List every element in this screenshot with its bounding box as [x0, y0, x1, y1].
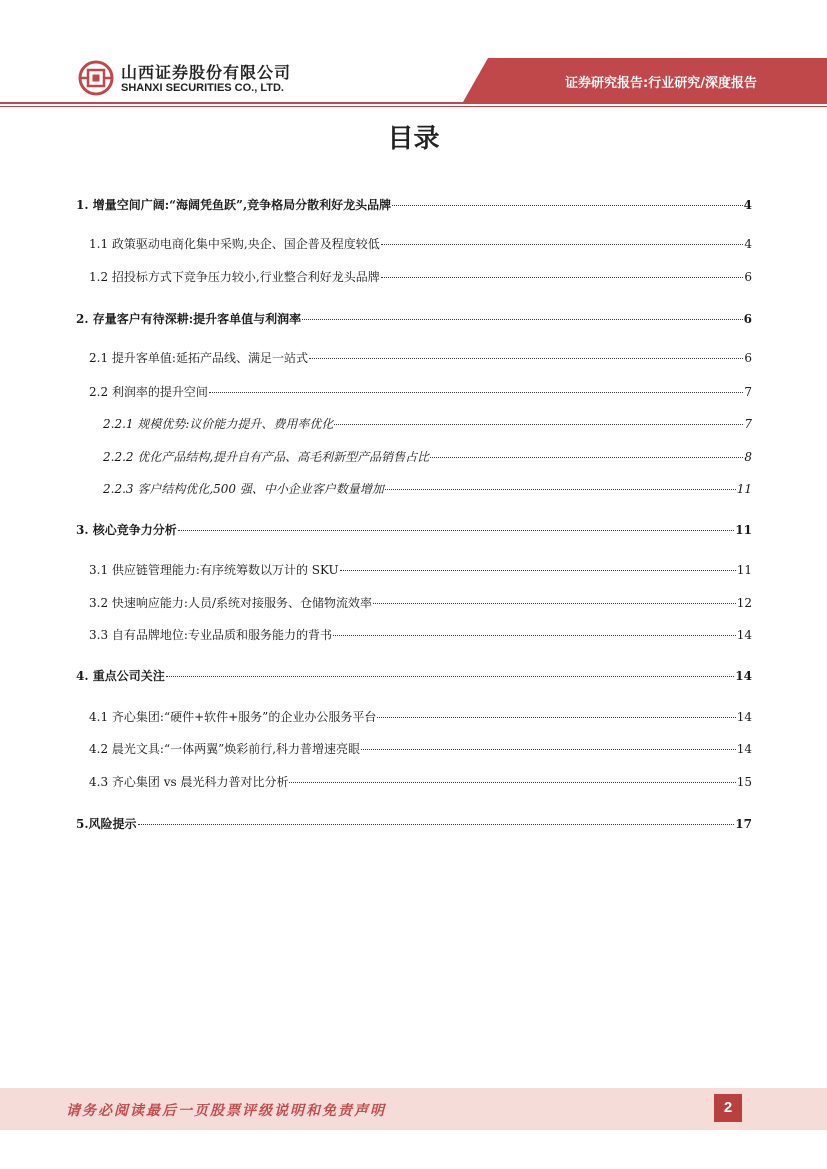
toc-dot-leader: [381, 244, 744, 245]
toc-entry-label: 2.2.1 规模优势:议价能力提升、费用率优化: [103, 417, 334, 431]
toc-dot-leader: [381, 277, 744, 278]
toc-entry[interactable]: [89, 594, 752, 612]
toc-entry-page: 17: [735, 817, 752, 831]
toc-dot-leader: [209, 392, 743, 393]
toc-entry[interactable]: [89, 708, 752, 726]
toc-entry-page: 14: [736, 710, 752, 724]
toc-entry-label: 1. 增量空间广阔:“海阔凭鱼跃”,竞争格局分散利好龙头品牌: [76, 198, 392, 212]
header-divider: [0, 102, 827, 104]
toc-entry-page: 4: [743, 198, 752, 212]
toc-dot-leader: [361, 749, 736, 750]
toc-dot-leader: [289, 782, 735, 783]
page-number: 2: [714, 1094, 742, 1122]
toc-entry-page: 15: [736, 775, 752, 789]
toc-entry-page: 8: [744, 450, 752, 464]
header-divider-thin: [0, 106, 827, 107]
toc-dot-leader: [138, 824, 735, 825]
toc-entry[interactable]: [89, 235, 752, 253]
toc-entry-page: 7: [744, 417, 752, 431]
toc-entry-label: 3.3 自有品牌地位:专业品质和服务能力的背书: [89, 628, 332, 642]
toc-entry-page: 6: [744, 270, 752, 284]
toc-entry-page: 11: [736, 482, 752, 496]
toc-entry-label: 3.2 快速响应能力:人员/系统对接服务、仓储物流效率: [89, 596, 372, 610]
toc-entry-label: 1.1 政策驱动电商化集中采购,央企、国企普及程度较低: [89, 237, 380, 251]
toc-dot-leader: [430, 457, 743, 458]
toc-entry[interactable]: [103, 448, 752, 466]
toc-dot-leader: [302, 319, 743, 320]
toc-entry[interactable]: [89, 626, 752, 644]
toc-entry-label: 2.2.3 客户结构优化,500 强、中小企业客户数量增加: [103, 482, 384, 496]
toc-entry-label: 4.2 晨光文具:“一体两翼”焕彩前行,科力普增速亮眼: [89, 742, 361, 756]
toc-entry-label: 2. 存量客户有待深耕:提升客单值与利润率: [76, 312, 302, 326]
toc-entry-page: 6: [744, 351, 752, 365]
toc-entry[interactable]: [76, 521, 752, 539]
company-name-cn: 山西证券股份有限公司: [121, 63, 292, 82]
toc-entry[interactable]: [76, 667, 752, 685]
toc-entry-label: 4.3 齐心集团 vs 晨光科力普对比分析: [89, 775, 289, 789]
toc-entry[interactable]: [76, 196, 752, 214]
toc-entry[interactable]: [89, 740, 752, 758]
toc-entry[interactable]: [76, 310, 752, 328]
toc-entry-label: 1.2 招投标方式下竞争压力较小,行业整合利好龙头品牌: [89, 270, 380, 284]
toc-entry[interactable]: [89, 561, 752, 579]
toc-entry-page: 14: [736, 628, 752, 642]
toc-entry[interactable]: [76, 815, 752, 833]
toc-entry-label: 4.1 齐心集团:“硬件+软件+服务”的企业办公服务平台: [89, 710, 377, 724]
toc-dot-leader: [333, 635, 736, 636]
toc-entry-label: 4. 重点公司关注: [76, 669, 165, 683]
toc-entry-page: 14: [736, 742, 752, 756]
toc-dot-leader: [373, 603, 736, 604]
toc-dot-leader: [392, 205, 743, 206]
toc-entry[interactable]: [89, 773, 752, 791]
toc-entry-label: 5.风险提示: [76, 817, 137, 831]
toc-entry-page: 11: [735, 523, 752, 537]
toc-title: 目录: [387, 124, 440, 154]
toc-entry[interactable]: [89, 383, 752, 401]
toc-entry-label: 3. 核心竞争力分析: [76, 523, 177, 537]
toc-dot-leader: [334, 424, 743, 425]
toc-entry-page: 11: [736, 563, 752, 577]
toc-entry-label: 2.1 提升客单值:延拓产品线、满足一站式: [89, 351, 308, 365]
toc-entry-page: 14: [735, 669, 752, 683]
toc-entry-page: 4: [744, 237, 752, 251]
footer-disclaimer: 请务必阅读最后一页股票评级说明和免责声明: [66, 1103, 386, 1119]
toc-entry[interactable]: [89, 268, 752, 286]
toc-entry[interactable]: [89, 349, 752, 367]
toc-dot-leader: [166, 676, 735, 677]
toc-entry-page: 12: [736, 596, 752, 610]
toc-entry-label: 3.1 供应链管理能力:有序统筹数以万计的 SKU: [89, 563, 339, 577]
toc-dot-leader: [385, 489, 736, 490]
toc-entry-label: 2.2 利润率的提升空间: [89, 385, 208, 399]
report-type-label: 证券研究报告:行业研究/深度报告: [565, 76, 757, 91]
toc-entry[interactable]: [103, 415, 752, 433]
toc-dot-leader: [178, 530, 735, 531]
toc-dot-leader: [340, 570, 736, 571]
toc-entry-page: 6: [743, 312, 752, 326]
toc-entry[interactable]: [103, 480, 752, 498]
toc-entry-label: 2.2.2 优化产品结构,提升自有产品、高毛利新型产品销售占比: [103, 450, 430, 464]
toc-dot-leader: [377, 717, 735, 718]
company-name-en: SHANXI SECURITIES CO., LTD.: [121, 82, 284, 94]
toc-dot-leader: [309, 358, 743, 359]
toc-entry-page: 7: [744, 385, 752, 399]
page-header: [0, 0, 827, 104]
